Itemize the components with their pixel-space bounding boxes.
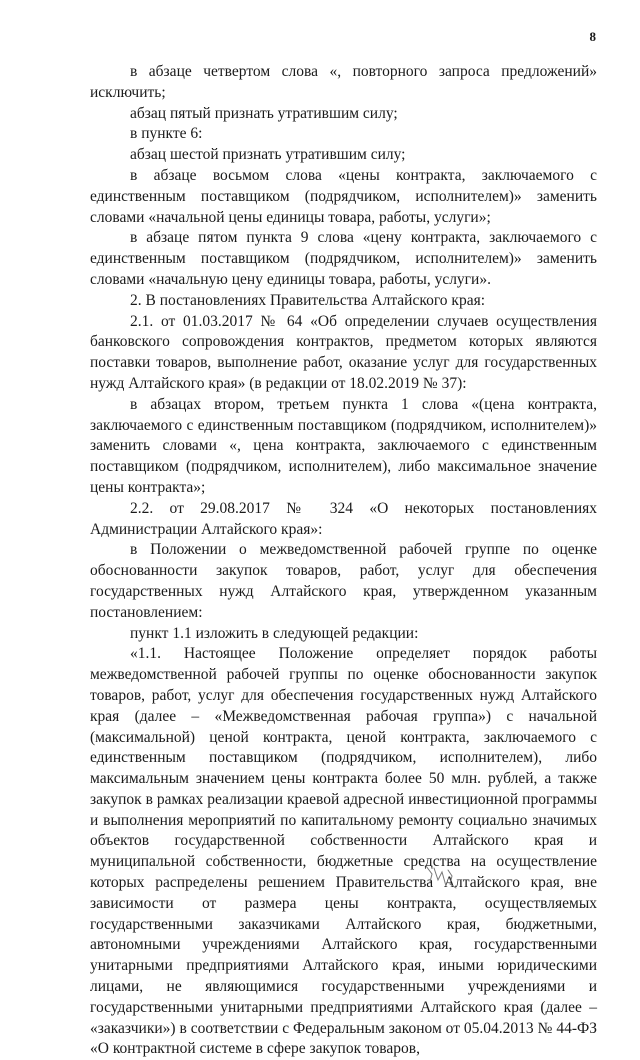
paragraph: 2. В постановлениях Правительства Алтайского края:	[130, 291, 486, 309]
paragraph: 2.1. от 01.03.2017 № 64 «Об определении случаев осуществления банковского сопровождения контрактов, предметом которых являются поставки товаров, выполнение работ, оказание услуг для государственных нужд Алтайского края» (в редакции от 18.02.2019 № 37):	[90, 312, 597, 392]
paragraph: «1.1. Настоящее Положение определяет порядок работы межведомственной рабочей группы по оценке обоснованности закупок товаров, работ, услуг для обеспечения государственных нужд Алтайского края (далее – «Межведомственная рабочая группа») с начальной (максимальной) ценой контракта, ценой контракта, заключаемого с единственным поставщиком (подрядчиком, исполнителем), либо максимальным значением цены контракта более 50 млн. рублей, а также закупок в рамках реализации краевой адресной инвестиционной программы и выполнения мероприятий по капитальному ремонту социально значимых объектов государственной собственности Алтайского края и муниципальной собственности, бюджетные средства на осуществление которых распределены решением Правительства Алтайского края, вне зависимости от размера цены контракта, осуществляемых государственными заказчиками Алтайского края, бюджетными, автономными учреждениями Алтайского края, государственными унитарными предприятиями Алтайского края, иными юридическими лицами, не являющимися государственными учреждениями и государственными унитарными предприятиями Алтайского края (далее – «заказчики») в соответствии с Федеральным законом от 05.04.2013 № 44-ФЗ «О контрактной системе в сфере закупок товаров,	[90, 645, 597, 1058]
paragraph: в Положении о межведомственной рабочей группе по оценке обоснованности закупок товаров, работ, услуг для обеспечения государственных нужд Алтайского края, утвержденном указанным постановлением:	[90, 541, 597, 621]
paragraph: абзац пятый признать утратившим силу;	[130, 104, 398, 122]
paragraph: 2.2. от 29.08.2017 № 324 «О некоторых постановлениях Администрации Алтайского края»:	[90, 499, 597, 538]
paragraph: абзац шестой признать утратившим силу;	[130, 146, 406, 164]
paragraph: в абзацах втором, третьем пункта 1 слова «(цена контракта, заключаемого с единственным поставщиком (подрядчиком, исполнителем)» заменить словами «, цена контракта, заключаемого с единственным поставщиком (подрядчиком, исполнителем), либо максимальное значение цены контракта»;	[90, 395, 597, 496]
document-body	[90, 62, 597, 1060]
initials-mark	[424, 862, 460, 892]
paragraph: в абзаце восьмом слова «цены контракта, заключаемого с единственным поставщиком (подрядчиком, исполнителем)» заменить словами «начальной цены единицы товара, работы, услуги»;	[90, 166, 597, 226]
paragraph: в абзаце четвертом слова «, повторного запроса предложений» исключить;	[90, 63, 597, 101]
page-number: 8	[589, 29, 596, 44]
paragraph: пункт 1.1 изложить в следующей редакции:	[130, 624, 419, 642]
paragraph: в абзаце пятом пункта 9 слова «цену контракта, заключаемого с единственным поставщиком (подрядчиком, исполнителем)» заменить словами «начальную цену единицы товара, работы, услуги».	[90, 229, 597, 288]
paragraph: в пункте 6:	[130, 125, 203, 143]
